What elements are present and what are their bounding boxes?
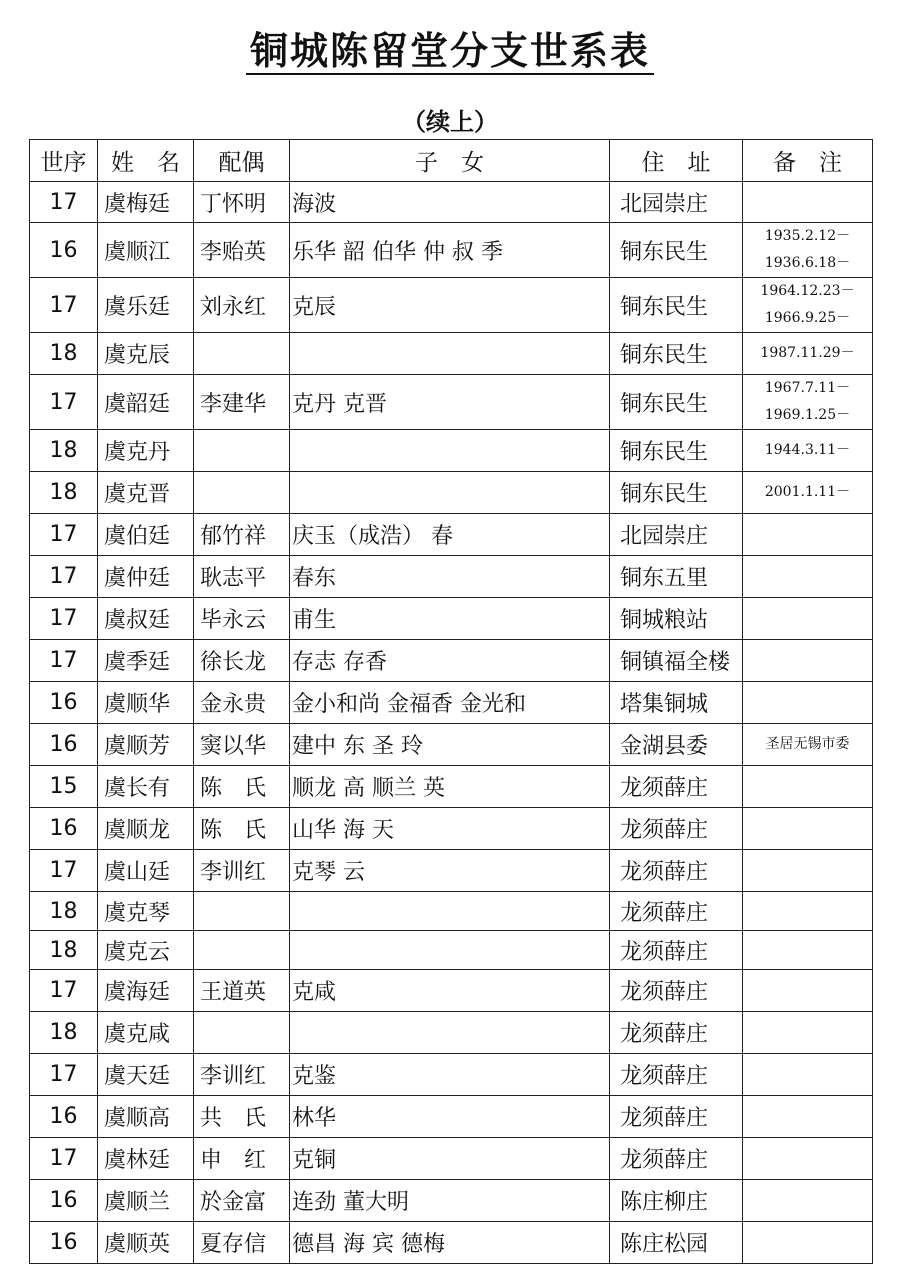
children-cell: [290, 430, 610, 472]
name-cell: 虞叔廷: [98, 598, 194, 640]
table-row: [30, 182, 873, 223]
address-cell: 陈庄柳庄: [610, 1180, 743, 1222]
note-cell: 1987.11.29－: [743, 333, 873, 375]
name-cell: 虞长有: [98, 766, 194, 808]
name-cell: 虞顺芳: [98, 724, 194, 766]
generation-cell: 17: [30, 375, 98, 430]
note-cell: [743, 1138, 873, 1180]
table-row: [30, 223, 873, 278]
document-title: [0, 20, 900, 75]
table-row: [30, 472, 873, 514]
note-cell: [743, 1096, 873, 1138]
name-cell: 虞顺华: [98, 682, 194, 724]
address-cell: 龙须薛庄: [610, 970, 743, 1012]
name-cell: 虞克丹: [98, 430, 194, 472]
note-cell: 1944.3.11－: [743, 430, 873, 472]
table-row: [30, 333, 873, 375]
generation-cell: 17: [30, 556, 98, 598]
address-cell: 陈庄松园: [610, 1222, 743, 1264]
spouse-cell: 刘永红: [194, 278, 290, 333]
name-cell: 虞克云: [98, 931, 194, 970]
name-cell: 虞顺兰: [98, 1180, 194, 1222]
name-cell: 虞韶廷: [98, 375, 194, 430]
name-cell: 虞天廷: [98, 1054, 194, 1096]
address-cell: 龙须薛庄: [610, 892, 743, 931]
note-cell: [743, 182, 873, 223]
name-cell: 虞乐廷: [98, 278, 194, 333]
table-row: [30, 850, 873, 892]
document-subtitle: （续上）: [402, 108, 498, 136]
table-row: [30, 1138, 873, 1180]
address-cell: 龙须薛庄: [610, 766, 743, 808]
spouse-cell: 陈 氏: [194, 808, 290, 850]
address-cell: 北园崇庄: [610, 182, 743, 223]
spouse-cell: [194, 333, 290, 375]
spouse-cell: 於金富: [194, 1180, 290, 1222]
children-cell: [290, 892, 610, 931]
generation-cell: 16: [30, 724, 98, 766]
note-cell: [743, 1054, 873, 1096]
name-cell: 虞山廷: [98, 850, 194, 892]
note-cell: [743, 640, 873, 682]
note-cell: 圣居无锡市委: [743, 724, 873, 766]
children-cell: 存志 存香: [290, 640, 610, 682]
address-cell: 铜城粮站: [610, 598, 743, 640]
generation-cell: 16: [30, 1222, 98, 1264]
children-cell: 克辰: [290, 278, 610, 333]
table-row: [30, 931, 873, 970]
spouse-cell: 李训红: [194, 850, 290, 892]
name-cell: 虞梅廷: [98, 182, 194, 223]
address-cell: 金湖县委: [610, 724, 743, 766]
header-spouse: 配偶: [194, 140, 290, 182]
spouse-cell: 共 氏: [194, 1096, 290, 1138]
children-cell: 金小和尚 金福香 金光和: [290, 682, 610, 724]
note-cell: [743, 850, 873, 892]
generation-cell: 18: [30, 1012, 98, 1054]
table-row: [30, 1012, 873, 1054]
spouse-cell: [194, 430, 290, 472]
table-row: [30, 1180, 873, 1222]
spouse-cell: 耿志平: [194, 556, 290, 598]
note-cell: [743, 892, 873, 931]
children-cell: 春东: [290, 556, 610, 598]
generation-cell: 17: [30, 970, 98, 1012]
note-cell: [743, 556, 873, 598]
table-row: [30, 640, 873, 682]
name-cell: 虞克辰: [98, 333, 194, 375]
lineage-table: [29, 139, 873, 1264]
spouse-cell: [194, 1012, 290, 1054]
spouse-cell: 郁竹祥: [194, 514, 290, 556]
generation-cell: 18: [30, 472, 98, 514]
generation-cell: 16: [30, 808, 98, 850]
children-cell: 克铜: [290, 1138, 610, 1180]
spouse-cell: 王道英: [194, 970, 290, 1012]
table-row: [30, 514, 873, 556]
generation-cell: 17: [30, 1054, 98, 1096]
spouse-cell: [194, 892, 290, 931]
generation-cell: 18: [30, 931, 98, 970]
address-cell: 北园崇庄: [610, 514, 743, 556]
children-cell: 林华: [290, 1096, 610, 1138]
note-cell: [743, 1180, 873, 1222]
spouse-cell: 李贻英: [194, 223, 290, 278]
header-name: 姓 名: [98, 140, 194, 182]
name-cell: 虞伯廷: [98, 514, 194, 556]
note-cell: [743, 1222, 873, 1264]
generation-cell: 16: [30, 1096, 98, 1138]
note-cell: 2001.1.11－: [743, 472, 873, 514]
header-note: 备 注: [743, 140, 873, 182]
generation-cell: 17: [30, 640, 98, 682]
address-cell: 龙须薛庄: [610, 850, 743, 892]
address-cell: 铜东民生: [610, 472, 743, 514]
table-header-row: [30, 140, 873, 182]
address-cell: 铜东民生: [610, 333, 743, 375]
note-cell: 1967.7.11－ 1969.1.25－: [743, 375, 873, 430]
children-cell: 克咸: [290, 970, 610, 1012]
table-row: [30, 682, 873, 724]
children-cell: 连劲 董大明: [290, 1180, 610, 1222]
note-cell: [743, 808, 873, 850]
spouse-cell: 李训红: [194, 1054, 290, 1096]
note-cell: 1935.2.12－ 1936.6.18－: [743, 223, 873, 278]
children-cell: 庆玉（成浩） 春: [290, 514, 610, 556]
address-cell: 龙须薛庄: [610, 1054, 743, 1096]
children-cell: [290, 472, 610, 514]
table-row: [30, 724, 873, 766]
note-cell: 1964.12.23－ 1966.9.25－: [743, 278, 873, 333]
table-row: [30, 1054, 873, 1096]
table-row: [30, 430, 873, 472]
address-cell: 铜东民生: [610, 375, 743, 430]
address-cell: 铜东五里: [610, 556, 743, 598]
note-cell: [743, 682, 873, 724]
spouse-cell: 申 红: [194, 1138, 290, 1180]
generation-cell: 16: [30, 223, 98, 278]
note-cell: [743, 766, 873, 808]
children-cell: 乐华 韶 伯华 仲 叔 季: [290, 223, 610, 278]
spouse-cell: 金永贵: [194, 682, 290, 724]
spouse-cell: 丁怀明: [194, 182, 290, 223]
children-cell: 建中 东 圣 玲: [290, 724, 610, 766]
spouse-cell: 徐长龙: [194, 640, 290, 682]
generation-cell: 17: [30, 278, 98, 333]
address-cell: 龙须薛庄: [610, 808, 743, 850]
children-cell: 山华 海 天: [290, 808, 610, 850]
children-cell: [290, 931, 610, 970]
table-row: [30, 278, 873, 333]
table-row: [30, 598, 873, 640]
name-cell: 虞季廷: [98, 640, 194, 682]
children-cell: 顺龙 高 顺兰 英: [290, 766, 610, 808]
address-cell: 龙须薛庄: [610, 931, 743, 970]
table-row: [30, 1096, 873, 1138]
note-cell: [743, 514, 873, 556]
address-cell: 龙须薛庄: [610, 1138, 743, 1180]
table-row: [30, 1222, 873, 1264]
table-row: [30, 375, 873, 430]
children-cell: 德昌 海 宾 德梅: [290, 1222, 610, 1264]
generation-cell: 17: [30, 598, 98, 640]
generation-cell: 17: [30, 514, 98, 556]
generation-cell: 17: [30, 1138, 98, 1180]
table-row: [30, 892, 873, 931]
document-title-text: 铜城陈留堂分支世系表: [246, 29, 654, 75]
table-row: [30, 556, 873, 598]
name-cell: 虞克琴: [98, 892, 194, 931]
children-cell: 海波: [290, 182, 610, 223]
generation-cell: 15: [30, 766, 98, 808]
table-row: [30, 970, 873, 1012]
spouse-cell: 窦以华: [194, 724, 290, 766]
spouse-cell: 李建华: [194, 375, 290, 430]
children-cell: [290, 333, 610, 375]
name-cell: 虞顺英: [98, 1222, 194, 1264]
name-cell: 虞仲廷: [98, 556, 194, 598]
address-cell: 塔集铜城: [610, 682, 743, 724]
name-cell: 虞克晋: [98, 472, 194, 514]
header-address: 住 址: [610, 140, 743, 182]
table-body: [30, 182, 873, 1264]
name-cell: 虞顺高: [98, 1096, 194, 1138]
address-cell: 铜镇福全楼: [610, 640, 743, 682]
children-cell: 克鉴: [290, 1054, 610, 1096]
address-cell: 铜东民生: [610, 278, 743, 333]
note-cell: [743, 970, 873, 1012]
spouse-cell: [194, 472, 290, 514]
address-cell: 龙须薛庄: [610, 1012, 743, 1054]
spouse-cell: 夏存信: [194, 1222, 290, 1264]
generation-cell: 17: [30, 850, 98, 892]
table-row: [30, 808, 873, 850]
note-cell: [743, 1012, 873, 1054]
name-cell: 虞林廷: [98, 1138, 194, 1180]
children-cell: 甫生: [290, 598, 610, 640]
generation-cell: 16: [30, 1180, 98, 1222]
generation-cell: 17: [30, 182, 98, 223]
address-cell: 铜东民生: [610, 223, 743, 278]
table-row: [30, 766, 873, 808]
spouse-cell: 毕永云: [194, 598, 290, 640]
name-cell: 虞海廷: [98, 970, 194, 1012]
children-cell: 克丹 克晋: [290, 375, 610, 430]
header-children: 子 女: [290, 140, 610, 182]
generation-cell: 18: [30, 333, 98, 375]
name-cell: 虞顺龙: [98, 808, 194, 850]
generation-cell: 16: [30, 682, 98, 724]
generation-cell: 18: [30, 430, 98, 472]
address-cell: 龙须薛庄: [610, 1096, 743, 1138]
address-cell: 铜东民生: [610, 430, 743, 472]
spouse-cell: 陈 氏: [194, 766, 290, 808]
note-cell: [743, 598, 873, 640]
name-cell: 虞顺江: [98, 223, 194, 278]
generation-cell: 18: [30, 892, 98, 931]
children-cell: 克琴 云: [290, 850, 610, 892]
header-generation: 世序: [30, 140, 98, 182]
spouse-cell: [194, 931, 290, 970]
note-cell: [743, 931, 873, 970]
name-cell: 虞克咸: [98, 1012, 194, 1054]
children-cell: [290, 1012, 610, 1054]
